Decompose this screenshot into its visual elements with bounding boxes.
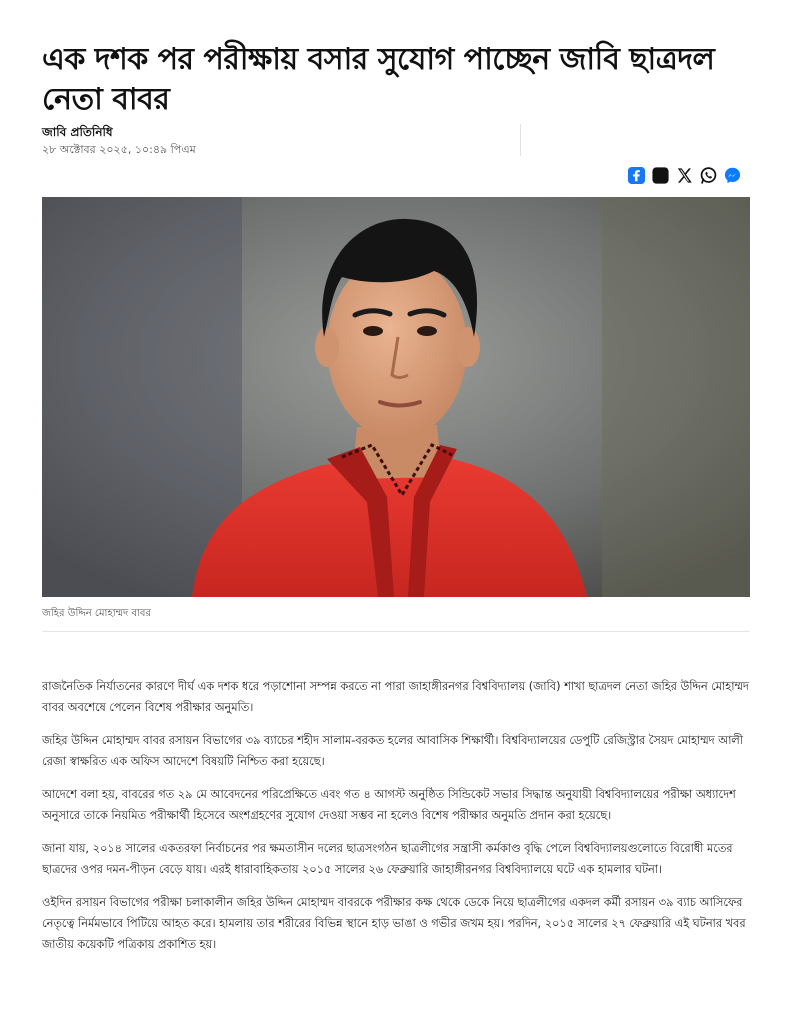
article-body (42, 676, 750, 967)
paragraph: জহির উদ্দিন মোহাম্মদ বাবর রসায়ন বিভাগের ৩৯ ব্যাচের শহীদ সালাম-বরকত হলের আবাসিক শিক্ষার্থী। বিশ্ববিদ্যালয়ের ডেপুটি রেজিস্ট্রার সৈয়দ মোহাম্মদ আলী রেজা স্বাক্ষরিত এক অফিস আদেশে বিষয়টি নিশ্চিত করা হয়েছে। (42, 734, 743, 768)
article-headline: এক দশক পর পরীক্ষায় বসার সুযোগ পাচ্ছেন জাবি ছাত্রদল নেতা বাবর (42, 42, 715, 117)
paragraph: রাজনৈতিক নির্যাতনের কারণে দীর্ঘ এক দশক ধরে পড়াশোনা সম্পন্ন করতে না পারা জাহাঙ্গীরনগর বিশ্ববিদ্যালয় (জাবি) শাখা ছাত্রদল নেতা জহির উদ্দিন মোহাম্মদ বাবর অবশেষে পেলেন বিশেষ পরীক্ষার অনুমতি। (42, 680, 749, 714)
facebook-icon[interactable] (627, 166, 646, 185)
portrait-illustration (42, 197, 750, 597)
whatsapp-icon[interactable] (699, 166, 718, 185)
publish-date: ২৮ অক্টোবর ২০২৫, ১০:৪৯ পিএম (42, 143, 196, 156)
x-icon[interactable] (675, 166, 694, 185)
copy-link-icon[interactable] (651, 166, 670, 185)
paragraph: ওইদিন রসায়ন বিভাগের পরীক্ষা চলাকালীন জহির উদ্দিন মোহাম্মদ বাবরকে পরীক্ষার কক্ষ থেকে ডেকে নিয়ে ছাত্রলীগের একদল কর্মী রসায়ন ৩৯ ব্যাচ আসিফের নেতৃত্বে নির্মমভাবে পিটিয়ে আহত করে। হামলায় তার শরীরের বিভিন্ন স্থানে হাড় ভাঙা ও গভীর জখম হয়। পরদিন, ২০১৫ সালের ২৭ ফেব্রুয়ারি এই ঘটনার খবর জাতীয় কয়েকটি পত্রিকায় প্রকাশিত হয়। (42, 896, 746, 951)
messenger-icon[interactable] (723, 166, 742, 185)
share-bar (627, 166, 742, 185)
hero-photo (42, 197, 750, 597)
byline-divider (520, 124, 521, 156)
caption-divider (42, 631, 750, 632)
photo-caption: জহির উদ্দিন মোহাম্মদ বাবর (42, 608, 151, 619)
paragraph: আদেশে বলা হয়, বাবরের গত ২৯ মে আবেদনের পরিপ্রেক্ষিতে এবং গত ৪ আগস্ট অনুষ্ঠিত সিন্ডিকেট সভার সিদ্ধান্ত অনুযায়ী বিশ্ববিদ্যালয়ের পরীক্ষা অধ্যাদেশ অনুসারে তাকে নিয়মিত পরীক্ষার্থী হিসেবে অংশগ্রহণের সুযোগ দেওয়া সম্ভব না হলেও বিশেষ পরীক্ষার অনুমতি প্রদান করা হয়েছে। (42, 788, 736, 822)
byline (42, 124, 522, 158)
author-name[interactable]: জাবি প্রতিনিধি (42, 125, 113, 139)
paragraph: জানা যায়, ২০১৪ সালের একতরফা নির্বাচনের পর ক্ষমতাসীন দলের ছাত্রসংগঠন ছাত্রলীগের সন্ত্রাসী কর্মকাণ্ড বৃদ্ধি পেলে বিশ্ববিদ্যালয়গুলোতে বিরোধী মতের ছাত্রদের ওপর দমন-পীড়ন বেড়ে যায়। এরই ধারাবাহিকতায় ২০১৫ সালের ২৬ ফেব্রুয়ারি জাহাঙ্গীরনগর বিশ্ববিদ্যালয়ে ঘটে এক হামলার ঘটনা। (42, 842, 733, 876)
